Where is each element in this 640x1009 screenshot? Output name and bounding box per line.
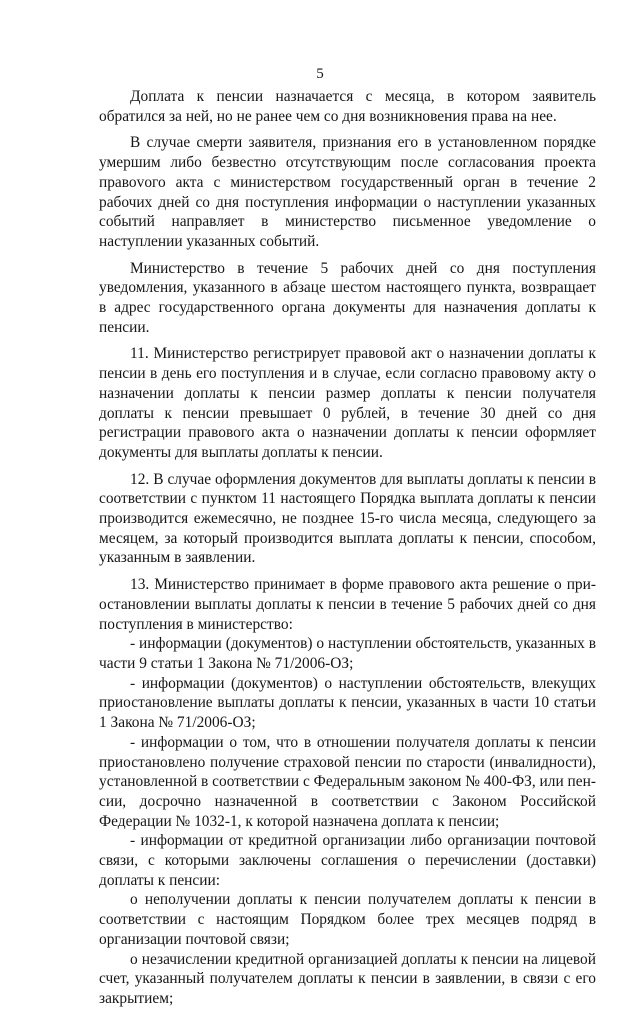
page-number: 5 — [316, 66, 324, 82]
paragraph-item-13: 13. Министерство принимает в форме правового акта решение о приостановлении выплаты доплаты к пенсии в течение 5 рабочих дней со дня поступления в министерство: — [99, 576, 596, 633]
list-item-non-crediting: о незачислении кредитной организацией доплаты к пенсии на лицевой счет, указанный получателем доплаты к пенсии в заявлении, в связи с его закрытием; — [99, 950, 596, 1007]
paragraph-applicant-death: В случае смерти заявителя, признания его в установленном порядке умершим либо безвестно отсутствующим после согласования проекта правоvого акта с министерством государственный орган в течение 2 рабочих дней со дня поступления информации о наступлении указанных событий направляет в министерство письменное уведомление о наступлении указанных событий. — [99, 134, 596, 250]
list-item-credit-organization: - информации от кредитной организации либо организации почтовой связи, с которыми заключены соглашения о перечислении (доставки) доплаты к пенсии: — [99, 832, 596, 889]
list-item-non-receipt: о неполучении доплаты к пенсии получателем доплаты к пенсии в соответствии с настоящим Порядком более трех месяцев подряд в организации почтовой связи; — [99, 891, 596, 948]
list-item-insurance-pension: - информации о том, что в отношении получателя доплаты к пенсии приостановлено получение страховой пенсии по старости (инвалидности), установленной в соответствии с Федеральным законом № 400-ФЗ, или пенсии, досрочно назначенной в соответствии с Законом Российской Федерации № 1032-1, к которой назначена доплата к пенсии; — [99, 733, 596, 830]
document-body — [99, 87, 596, 1009]
list-item-part-10: - информации (документов) о наступлении обстоятельств, влекущих приостановление выплаты доплаты к пенсии, указанных в части 10 статьи 1 Закона № 71/2006-ОЗ; — [99, 674, 596, 732]
paragraph-documents-return: Министерство в течение 5 рабочих дней со дня поступления уведомления, указанного в абзаце шестом настоящего пункта, возвращает в адрес государственного органа документы для назначения доплаты к пенсии. — [99, 259, 596, 336]
list-item-part-9: - информации (документов) о наступлении обстоятельств, указанных в части 9 статьи 1 Закона № 71/2006-ОЗ; — [99, 635, 596, 672]
paragraph-start-date: Доплата к пенсии назначается с месяца, в котором заявитель обратился за ней, но не ранее чем со дня возникновения права на нее. — [99, 88, 596, 125]
paragraph-item-12: 12. В случае оформления документов для выплаты доплаты к пенсии в соответствии с пунктом 11 настоящего Порядка выплата доплаты к пенсии производится ежемесячно, не позднее 15-го числа месяца, следующего за месяцем, за который производится выплата доплаты к пенсии, способом, указанным в заявлении. — [99, 470, 596, 567]
paragraph-item-11: 11. Министерство регистрирует правовой акт о назначении доплаты к пенсии в день его поступления и в случае, если согласно правовому акту о назначении доплаты к пенсии размер доплаты к пенсии получателя доплаты к пенсии превышает 0 рублей, в течение 30 дней со дня регистрации правового акта о назначении доплаты к пенсии оформляет документы для выплаты доплаты к пенсии. — [99, 345, 596, 461]
